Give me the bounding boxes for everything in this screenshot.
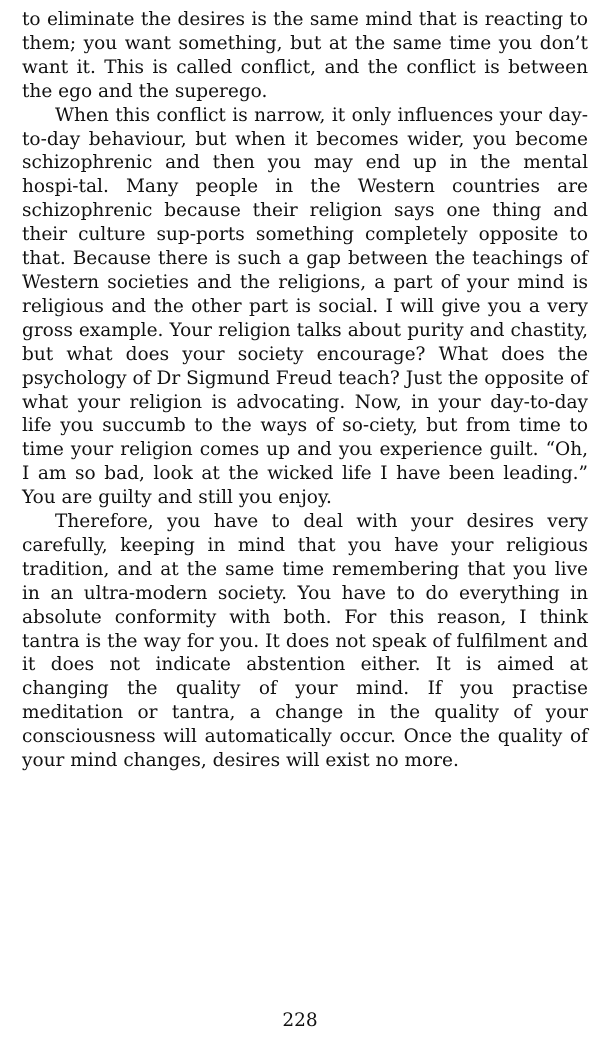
paragraph-tantra: Therefore, you have to deal with your desires very carefully, keeping in mind that you have your religious tradition, and at the same time remembering that you live in an ultra-modern society. You have to do everything in absolute conformity with both. For this reason, I think tantra is the way for you. It does not speak of fulfilment and it does not indicate abstention either. It is aimed at changing the quality of your mind. If you practise meditation or tantra, a change in the quality of your consciousness will automatically occur. Once the quality of your mind changes, desires will exist no more. <box>22 511 588 772</box>
body-text <box>22 8 588 773</box>
page-number: 228 <box>282 1010 318 1031</box>
paragraph-continued: to eliminate the desires is the same mind that is reacting to them; you want something, but at the same time you don’t want it. This is called conflict, and the conflict is between the ego and the superego. <box>22 9 588 102</box>
paragraph-conflict: When this conflict is narrow, it only influences your day-to-day behaviour, but when it becomes wider, you become schizophrenic and then you may end up in the mental hospi-tal. Many people in the Western countries are schizophrenic because their religion says one thing and their culture sup-ports something completely opposite to that. Because there is such a gap between the teachings of Western societies and the religions, a part of your mind is religious and the other part is social. I will give you a very gross example. Your religion talks about purity and chastity, but what does your society encourage? What does the psychology of Dr Sigmund Freud teach? Just the opposite of what your religion is advocating. Now, in your day-to-day life you succumb to the ways of so-ciety, but from time to time your religion comes up and you experience guilt. “Oh, I am so bad, look at the wicked life I have been leading.” You are guilty and still you enjoy. <box>22 104 588 509</box>
